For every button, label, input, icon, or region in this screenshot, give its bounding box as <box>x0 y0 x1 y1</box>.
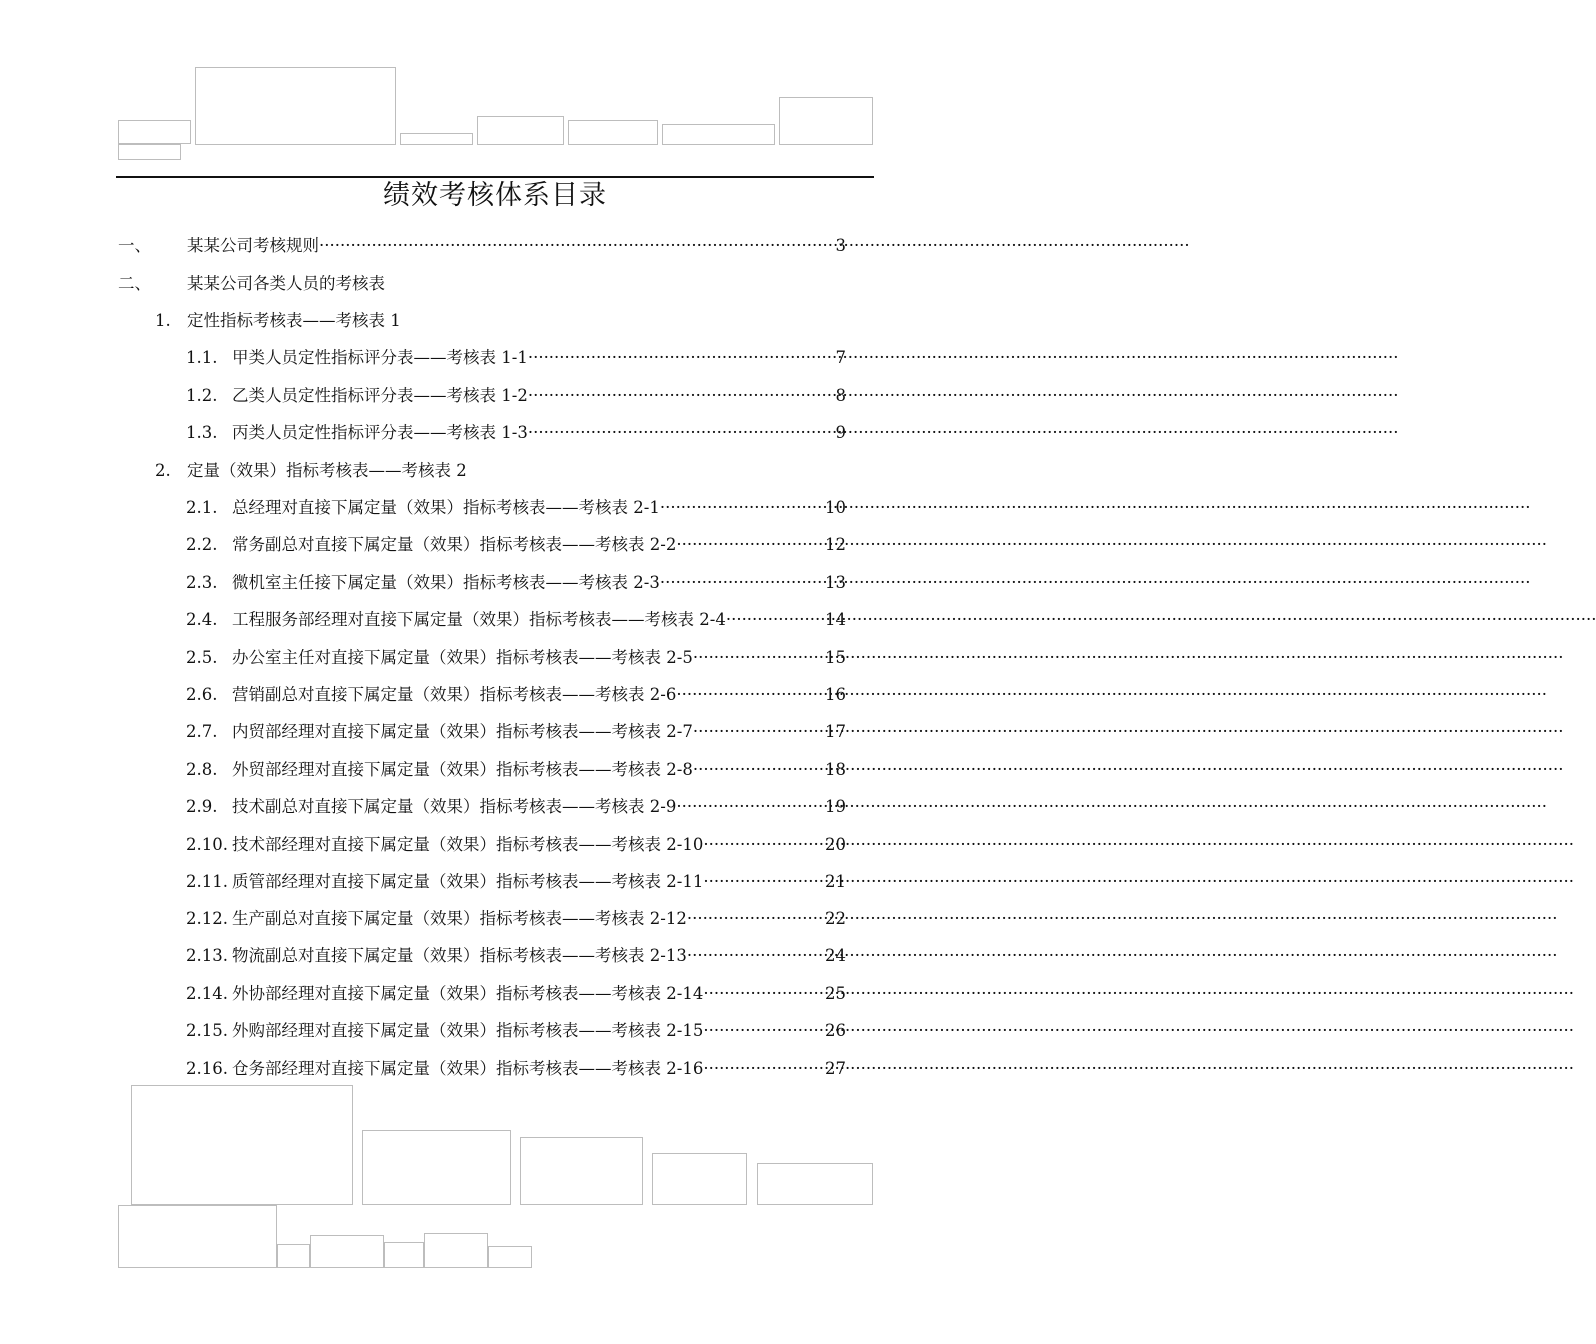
toc-entry-number: 2.2. <box>186 535 218 554</box>
toc-entry[interactable] <box>186 982 846 1006</box>
toc-entry-text: 微机室主任接下属定量（效果）指标考核表——考核表 2-3 <box>232 573 660 592</box>
toc-entry-page: 18 <box>825 760 846 779</box>
placeholder-box <box>131 1085 353 1205</box>
placeholder-box <box>362 1130 511 1205</box>
toc-leader-dots <box>703 1019 823 1043</box>
toc-entry-number: 2.7. <box>186 722 218 741</box>
toc-leader-dots <box>319 234 834 258</box>
toc-entry-number: 1.1. <box>186 348 218 367</box>
toc-entry[interactable] <box>186 384 846 408</box>
toc-entry-number: 2.9. <box>186 797 218 816</box>
toc-entry-page: 20 <box>825 835 846 854</box>
toc-entry-text: 质管部经理对直接下属定量（效果）指标考核表——考核表 2-11 <box>232 872 704 891</box>
toc-entry[interactable] <box>186 1057 846 1081</box>
toc-entry[interactable] <box>155 309 846 333</box>
toc-leader-dots <box>703 982 823 1006</box>
toc-entry-number: 2.13. <box>186 946 228 965</box>
toc-entry-text: 某某公司考核规则 <box>187 236 319 255</box>
toc-entry-number: 1. <box>155 311 171 330</box>
toc-leader-dots <box>726 608 815 632</box>
toc-entry[interactable] <box>186 833 846 857</box>
toc-leader-dots <box>528 346 834 370</box>
toc-entry-text: 甲类人员定性指标评分表——考核表 1-1 <box>232 348 528 367</box>
toc-leader-dots <box>676 795 815 819</box>
toc-entry[interactable] <box>186 496 846 520</box>
toc-entry[interactable] <box>186 870 846 894</box>
toc-entry-number: 2.10. <box>186 835 228 854</box>
toc-entry[interactable] <box>186 421 846 445</box>
toc-entry[interactable] <box>186 608 846 632</box>
toc-entry-text: 外协部经理对直接下属定量（效果）指标考核表——考核表 2-14 <box>232 984 704 1003</box>
placeholder-box <box>384 1242 424 1268</box>
toc-entry-text: 丙类人员定性指标评分表——考核表 1-3 <box>232 423 528 442</box>
toc-entry-page: 24 <box>825 946 846 965</box>
toc-entry-page: 13 <box>825 573 846 592</box>
toc-entry-text: 技术部经理对直接下属定量（效果）指标考核表——考核表 2-10 <box>232 835 704 854</box>
toc-entry-number: 1.2. <box>186 386 218 405</box>
toc-entry-page: 19 <box>825 797 846 816</box>
toc-entry-text: 工程服务部经理对直接下属定量（效果）指标考核表——考核表 2-4 <box>232 610 726 629</box>
toc-leader-dots <box>693 758 815 782</box>
toc-entry-page: 26 <box>825 1021 846 1040</box>
toc-leader-dots <box>687 944 823 968</box>
toc-leader-dots <box>528 421 834 445</box>
toc-entry-text: 内贸部经理对直接下属定量（效果）指标考核表——考核表 2-7 <box>232 722 693 741</box>
toc-entry-page: 21 <box>825 872 846 891</box>
toc-entry-number: 2.8. <box>186 760 218 779</box>
toc-entry-number: 1.3. <box>186 423 218 442</box>
placeholder-box <box>520 1137 643 1205</box>
toc-entry-number: 2.14. <box>186 984 228 1003</box>
toc-entry-page: 12 <box>825 535 846 554</box>
toc-entry-page: 14 <box>825 610 846 629</box>
toc-entry[interactable] <box>186 346 846 370</box>
toc-entry-text: 常务副总对直接下属定量（效果）指标考核表——考核表 2-2 <box>232 535 677 554</box>
toc-entry-page: 27 <box>825 1059 846 1078</box>
toc-entry-number: 二、 <box>118 274 151 293</box>
toc-entry-page: 16 <box>825 685 846 704</box>
toc-leader-dots <box>660 496 815 520</box>
toc-entry[interactable] <box>186 1019 846 1043</box>
toc-entry-number: 2. <box>155 461 171 480</box>
toc-entry-text: 外贸部经理对直接下属定量（效果）指标考核表——考核表 2-8 <box>232 760 693 779</box>
placeholder-box <box>277 1244 310 1268</box>
toc-leader-dots <box>660 571 815 595</box>
toc-entry-text: 办公室主任对直接下属定量（效果）指标考核表——考核表 2-5 <box>232 648 693 667</box>
toc-entry-number: 2.1. <box>186 498 218 517</box>
toc-entry[interactable] <box>155 459 846 483</box>
toc-entry-text: 定量（效果）指标考核表——考核表 2 <box>187 461 467 480</box>
placeholder-box <box>118 1205 277 1268</box>
toc-entry-text: 营销副总对直接下属定量（效果）指标考核表——考核表 2-6 <box>232 685 677 704</box>
toc-entry[interactable] <box>186 758 846 782</box>
placeholder-box <box>488 1246 532 1268</box>
placeholder-box <box>424 1233 488 1268</box>
toc-entry[interactable] <box>186 907 846 931</box>
toc-entry-text: 某某公司各类人员的考核表 <box>187 274 385 293</box>
toc-entry-number: 2.4. <box>186 610 218 629</box>
toc-entry[interactable] <box>186 683 846 707</box>
toc-leader-dots <box>676 683 815 707</box>
toc-leader-dots <box>528 384 834 408</box>
toc-leader-dots <box>703 1057 823 1081</box>
toc-entry-number: 2.6. <box>186 685 218 704</box>
toc-entry-page: 3 <box>835 236 846 255</box>
toc-entry[interactable] <box>186 571 846 595</box>
toc-entry-text: 总经理对直接下属定量（效果）指标考核表——考核表 2-1 <box>232 498 660 517</box>
toc-leader-dots <box>703 870 823 894</box>
toc-entry-page: 7 <box>835 348 846 367</box>
toc-entry[interactable] <box>186 646 846 670</box>
placeholder-box <box>652 1153 747 1205</box>
toc-entry-number: 2.5. <box>186 648 218 667</box>
toc-leader-dots <box>687 907 823 931</box>
toc-entry-text: 物流副总对直接下属定量（效果）指标考核表——考核表 2-13 <box>232 946 687 965</box>
toc-entry-page: 25 <box>825 984 846 1003</box>
toc-entry-page: 8 <box>835 386 846 405</box>
toc-entry[interactable] <box>186 795 846 819</box>
toc-entry-page: 15 <box>825 648 846 667</box>
toc-entry-page: 10 <box>825 498 846 517</box>
toc-entry-text: 仓务部经理对直接下属定量（效果）指标考核表——考核表 2-16 <box>232 1059 704 1078</box>
toc-entry-number: 一、 <box>118 236 151 255</box>
toc-entry[interactable] <box>118 272 846 296</box>
toc-entry-number: 2.11. <box>186 872 228 891</box>
toc-entry-text: 生产副总对直接下属定量（效果）指标考核表——考核表 2-12 <box>232 909 687 928</box>
toc-entry-number: 2.12. <box>186 909 228 928</box>
toc-leader-dots <box>703 833 823 857</box>
toc-entry-page: 9 <box>835 423 846 442</box>
toc-entry-number: 2.16. <box>186 1059 228 1078</box>
placeholder-box <box>757 1163 873 1205</box>
toc-entry[interactable] <box>118 234 846 258</box>
toc-entry-text: 乙类人员定性指标评分表——考核表 1-2 <box>232 386 528 405</box>
page-title: 绩效考核体系目录 <box>383 180 607 211</box>
toc-entry-text: 技术副总对直接下属定量（效果）指标考核表——考核表 2-9 <box>232 797 677 816</box>
toc-leader-dots <box>676 533 815 557</box>
toc-entry[interactable] <box>186 720 846 744</box>
toc-entry[interactable] <box>186 533 846 557</box>
toc-leader-dots <box>693 646 815 670</box>
toc-entry-number: 2.15. <box>186 1021 228 1040</box>
toc-entry-page: 22 <box>825 909 846 928</box>
toc-entry-number: 2.3. <box>186 573 218 592</box>
placeholder-box <box>310 1235 384 1268</box>
toc-entry-text: 外购部经理对直接下属定量（效果）指标考核表——考核表 2-15 <box>232 1021 704 1040</box>
toc-entry[interactable] <box>186 944 846 968</box>
toc-entry-text: 定性指标考核表——考核表 1 <box>187 311 401 330</box>
toc-leader-dots <box>693 720 815 744</box>
toc-entry-page: 17 <box>825 722 846 741</box>
